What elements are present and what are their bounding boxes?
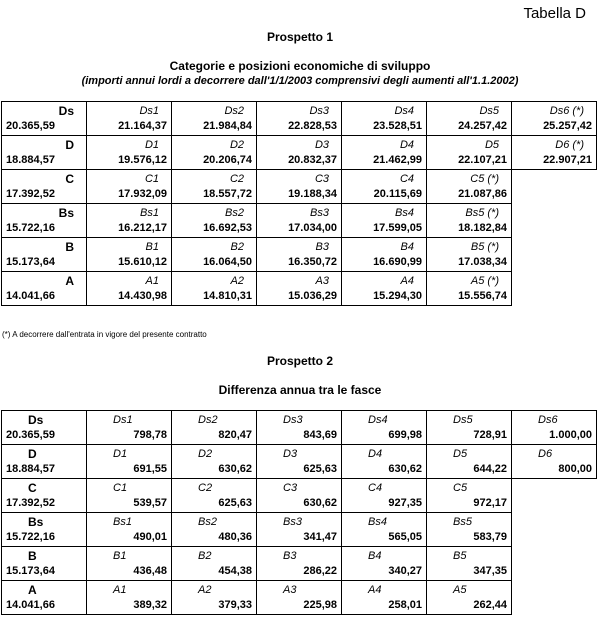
cell-value: 480,36 — [218, 530, 252, 543]
cell-code: Ds5 — [479, 104, 499, 117]
cell-code: C — [65, 171, 74, 186]
prospetto2-title: Prospetto 2 — [266, 354, 333, 368]
cell-value: 20.832,37 — [288, 153, 337, 166]
position-cell — [427, 102, 512, 136]
cell-code: Ds1 — [113, 413, 133, 426]
cell-code: Bs5 (*) — [465, 206, 499, 219]
cell-code: A5 — [453, 583, 467, 596]
position-cell — [257, 513, 342, 547]
position-cell — [172, 445, 257, 479]
empty-cell — [512, 204, 597, 238]
position-cell — [427, 581, 512, 615]
cell-value: 25.257,42 — [543, 119, 592, 132]
cell-code: D5 — [453, 447, 468, 460]
position-cell — [257, 204, 342, 238]
cell-value: 19.576,12 — [118, 153, 167, 166]
cell-value: 21.462,99 — [373, 153, 422, 166]
cell-code: Ds3 — [309, 104, 329, 117]
cell-value: 15.722,16 — [6, 221, 55, 234]
cell-value: 22.907,21 — [543, 153, 592, 166]
cell-code: B4 — [368, 549, 382, 562]
cell-code: Bs3 — [283, 515, 302, 528]
table-row — [2, 411, 597, 445]
cell-value: 15.722,16 — [6, 530, 55, 543]
empty-cell — [512, 479, 597, 513]
cell-code: C2 — [198, 481, 213, 494]
cell-value: 21.984,84 — [203, 119, 252, 132]
cell-code: Bs4 — [395, 206, 414, 219]
cell-code: C3 — [314, 172, 329, 185]
position-cell — [87, 411, 172, 445]
cell-code: A4 — [368, 583, 382, 596]
cell-code: Ds5 — [453, 413, 473, 426]
cell-code: C4 — [368, 481, 383, 494]
cell-value: 20.365,59 — [6, 428, 55, 441]
cell-code: C5 — [453, 481, 468, 494]
position-cell — [342, 581, 427, 615]
cell-code: A — [65, 273, 74, 288]
position-cell — [257, 547, 342, 581]
cell-code: B2 — [230, 240, 244, 253]
cell-value: 225,98 — [303, 598, 337, 611]
cell-value: 17.599,05 — [373, 221, 422, 234]
cell-value: 14.041,66 — [6, 598, 55, 611]
position-cell — [427, 411, 512, 445]
cell-value: 22.107,21 — [458, 153, 507, 166]
category-cell — [2, 204, 87, 238]
cell-value: 16.690,99 — [373, 255, 422, 268]
category-cell — [2, 170, 87, 204]
cell-code: A1 — [113, 583, 127, 596]
cell-code: A4 — [400, 274, 414, 287]
prospetto1-table — [1, 101, 597, 306]
position-cell — [342, 547, 427, 581]
cell-code: A2 — [198, 583, 212, 596]
position-cell — [342, 136, 427, 170]
cell-value: 16.350,72 — [288, 255, 337, 268]
cell-code: A — [28, 582, 37, 597]
category-cell — [2, 102, 87, 136]
cell-value: 20.206,74 — [203, 153, 252, 166]
position-cell — [172, 170, 257, 204]
position-cell — [427, 547, 512, 581]
cell-value: 1.000,00 — [549, 428, 592, 441]
cell-code: D4 — [399, 138, 414, 151]
cell-code: C1 — [113, 481, 128, 494]
cell-code: C4 — [399, 172, 414, 185]
position-cell — [257, 136, 342, 170]
cell-value: 20.115,69 — [373, 187, 422, 200]
table-row — [2, 445, 597, 479]
cell-value: 17.392,52 — [6, 187, 55, 200]
cell-code: B3 — [315, 240, 329, 253]
category-cell — [2, 479, 87, 513]
position-cell — [87, 204, 172, 238]
cell-code: C3 — [283, 481, 298, 494]
cell-code: Ds1 — [139, 104, 159, 117]
position-cell — [512, 445, 597, 479]
cell-value: 490,01 — [133, 530, 167, 543]
cell-value: 539,57 — [133, 496, 167, 509]
cell-value: 286,22 — [303, 564, 337, 577]
cell-value: 625,63 — [303, 462, 337, 475]
position-cell — [342, 513, 427, 547]
category-cell — [2, 513, 87, 547]
cell-value: 14.041,66 — [6, 289, 55, 302]
position-cell — [87, 581, 172, 615]
cell-value: 630,62 — [388, 462, 422, 475]
position-cell — [257, 445, 342, 479]
position-cell — [427, 136, 512, 170]
cell-value: 22.828,53 — [288, 119, 337, 132]
table-row — [2, 102, 597, 136]
cell-code: D6 — [538, 447, 553, 460]
position-cell — [257, 170, 342, 204]
category-cell — [2, 445, 87, 479]
cell-value: 15.173,64 — [6, 255, 55, 268]
cell-code: B3 — [283, 549, 297, 562]
cell-code: Bs1 — [113, 515, 132, 528]
empty-cell — [512, 513, 597, 547]
tabella-label: Tabella D — [523, 5, 586, 22]
cell-value: 691,55 — [133, 462, 167, 475]
cell-value: 379,33 — [218, 598, 252, 611]
empty-cell — [512, 272, 597, 306]
prospetto1-note: (importi annui lordi a decorrere dall'1/1/2003 comprensivi degli aumenti all'1.1.2002) — [81, 75, 519, 87]
cell-value: 341,47 — [303, 530, 337, 543]
cell-code: D5 — [484, 138, 499, 151]
table-row — [2, 136, 597, 170]
cell-value: 927,35 — [388, 496, 422, 509]
cell-code: B1 — [145, 240, 159, 253]
footnote: (*) A decorrere dall'entrata in vigore del presente contratto — [2, 330, 207, 339]
category-cell — [2, 547, 87, 581]
cell-code: Bs2 — [225, 206, 244, 219]
cell-code: B5 — [453, 549, 467, 562]
cell-value: 798,78 — [133, 428, 167, 441]
table-row — [2, 170, 597, 204]
cell-code: Ds4 — [394, 104, 414, 117]
cell-value: 347,35 — [473, 564, 507, 577]
prospetto1-subtitle: Categorie e posizioni economiche di sviluppo — [169, 59, 431, 73]
cell-code: D3 — [314, 138, 329, 151]
cell-value: 15.173,64 — [6, 564, 55, 577]
cell-value: 14.810,31 — [203, 289, 252, 302]
empty-cell — [512, 547, 597, 581]
position-cell — [172, 411, 257, 445]
cell-value: 15.556,74 — [458, 289, 507, 302]
cell-code: B4 — [400, 240, 414, 253]
position-cell — [342, 272, 427, 306]
cell-value: 699,98 — [388, 428, 422, 441]
empty-cell — [512, 238, 597, 272]
cell-value: 24.257,42 — [458, 119, 507, 132]
cell-code: B — [65, 239, 74, 254]
position-cell — [87, 102, 172, 136]
position-cell — [512, 411, 597, 445]
cell-code: Bs2 — [198, 515, 217, 528]
category-cell — [2, 581, 87, 615]
cell-value: 19.188,34 — [288, 187, 337, 200]
cell-code: C2 — [229, 172, 244, 185]
position-cell — [427, 272, 512, 306]
cell-value: 15.036,29 — [288, 289, 337, 302]
cell-value: 21.087,86 — [458, 187, 507, 200]
cell-value: 16.692,53 — [203, 221, 252, 234]
category-cell — [2, 272, 87, 306]
position-cell — [87, 479, 172, 513]
cell-code: C5 (*) — [470, 172, 499, 185]
cell-value: 18.557,72 — [203, 187, 252, 200]
position-cell — [427, 170, 512, 204]
position-cell — [172, 238, 257, 272]
cell-code: A3 — [315, 274, 329, 287]
position-cell — [172, 204, 257, 238]
table-row — [2, 581, 597, 615]
empty-cell — [512, 170, 597, 204]
position-cell — [427, 479, 512, 513]
position-cell — [257, 411, 342, 445]
cell-value: 17.038,34 — [458, 255, 507, 268]
prospetto2-subtitle: Differenza annua tra le fasce — [218, 383, 382, 397]
position-cell — [257, 238, 342, 272]
cell-value: 20.365,59 — [6, 119, 55, 132]
cell-code: Ds2 — [224, 104, 244, 117]
position-cell — [172, 581, 257, 615]
cell-value: 625,63 — [218, 496, 252, 509]
cell-code: Ds4 — [368, 413, 388, 426]
table-row — [2, 238, 597, 272]
position-cell — [87, 136, 172, 170]
cell-code: B1 — [113, 549, 127, 562]
cell-value: 843,69 — [303, 428, 337, 441]
position-cell — [172, 272, 257, 306]
cell-value: 16.064,50 — [203, 255, 252, 268]
cell-value: 630,62 — [303, 496, 337, 509]
cell-code: Ds — [28, 412, 44, 427]
empty-cell — [512, 581, 597, 615]
cell-code: A2 — [230, 274, 244, 287]
position-cell — [172, 547, 257, 581]
cell-code: D1 — [113, 447, 128, 460]
position-cell — [257, 581, 342, 615]
position-cell — [87, 272, 172, 306]
position-cell — [427, 238, 512, 272]
cell-value: 15.610,12 — [118, 255, 167, 268]
cell-value: 728,91 — [473, 428, 507, 441]
position-cell — [172, 513, 257, 547]
position-cell — [87, 547, 172, 581]
cell-value: 18.884,57 — [6, 153, 55, 166]
cell-value: 583,79 — [473, 530, 507, 543]
position-cell — [172, 136, 257, 170]
cell-code: Bs — [58, 205, 74, 220]
category-cell — [2, 238, 87, 272]
cell-value: 820,47 — [218, 428, 252, 441]
table-row — [2, 547, 597, 581]
position-cell — [342, 204, 427, 238]
position-cell — [87, 513, 172, 547]
cell-code: D2 — [229, 138, 244, 151]
cell-code: Ds6 (*) — [549, 104, 584, 117]
cell-code: D1 — [144, 138, 159, 151]
position-cell — [257, 102, 342, 136]
position-cell — [257, 479, 342, 513]
cell-value: 18.182,84 — [458, 221, 507, 234]
cell-value: 21.164,37 — [118, 119, 167, 132]
position-cell — [342, 411, 427, 445]
cell-code: B5 (*) — [470, 240, 499, 253]
cell-value: 17.392,52 — [6, 496, 55, 509]
cell-code: A3 — [283, 583, 297, 596]
position-cell — [87, 238, 172, 272]
position-cell — [172, 479, 257, 513]
position-cell — [427, 445, 512, 479]
cell-value: 630,62 — [218, 462, 252, 475]
cell-value: 565,05 — [388, 530, 422, 543]
position-cell — [172, 102, 257, 136]
position-cell — [427, 204, 512, 238]
position-cell — [342, 445, 427, 479]
cell-code: Ds6 — [538, 413, 558, 426]
cell-code: Ds — [58, 103, 74, 118]
position-cell — [87, 445, 172, 479]
cell-value: 16.212,17 — [118, 221, 167, 234]
cell-code: D3 — [283, 447, 298, 460]
position-cell — [342, 238, 427, 272]
cell-value: 436,48 — [133, 564, 167, 577]
position-cell — [257, 272, 342, 306]
cell-code: Ds3 — [283, 413, 303, 426]
cell-code: C1 — [144, 172, 159, 185]
cell-code: D6 (*) — [555, 138, 584, 151]
position-cell — [427, 513, 512, 547]
position-cell — [512, 136, 597, 170]
cell-code: B — [28, 548, 37, 563]
position-cell — [87, 170, 172, 204]
category-cell — [2, 136, 87, 170]
cell-value: 258,01 — [388, 598, 422, 611]
position-cell — [342, 479, 427, 513]
cell-value: 15.294,30 — [373, 289, 422, 302]
cell-value: 389,32 — [133, 598, 167, 611]
table-row — [2, 513, 597, 547]
cell-code: Bs — [28, 514, 44, 529]
cell-value: 17.034,00 — [288, 221, 337, 234]
cell-code: Bs4 — [368, 515, 387, 528]
cell-value: 17.932,09 — [118, 187, 167, 200]
cell-value: 972,17 — [473, 496, 507, 509]
position-cell — [342, 102, 427, 136]
prospetto2-table — [1, 410, 597, 615]
category-cell — [2, 411, 87, 445]
cell-code: B2 — [198, 549, 212, 562]
prospetto1-title: Prospetto 1 — [266, 30, 333, 44]
cell-value: 23.528,51 — [373, 119, 422, 132]
cell-code: D — [65, 137, 74, 152]
cell-code: A5 (*) — [470, 274, 499, 287]
cell-code: A1 — [145, 274, 159, 287]
cell-code: Bs3 — [310, 206, 329, 219]
cell-code: C — [28, 480, 37, 495]
cell-value: 454,38 — [218, 564, 252, 577]
table-row — [2, 479, 597, 513]
cell-code: Ds2 — [198, 413, 218, 426]
cell-value: 340,27 — [388, 564, 422, 577]
table-row — [2, 204, 597, 238]
cell-value: 14.430,98 — [118, 289, 167, 302]
cell-code: D2 — [198, 447, 213, 460]
cell-code: Bs1 — [140, 206, 159, 219]
position-cell — [512, 102, 597, 136]
cell-code: Bs5 — [453, 515, 472, 528]
cell-value: 18.884,57 — [6, 462, 55, 475]
cell-value: 644,22 — [473, 462, 507, 475]
table-row — [2, 272, 597, 306]
cell-value: 262,44 — [473, 598, 507, 611]
position-cell — [342, 170, 427, 204]
cell-code: D — [28, 446, 37, 461]
cell-code: D4 — [368, 447, 383, 460]
cell-value: 800,00 — [558, 462, 592, 475]
